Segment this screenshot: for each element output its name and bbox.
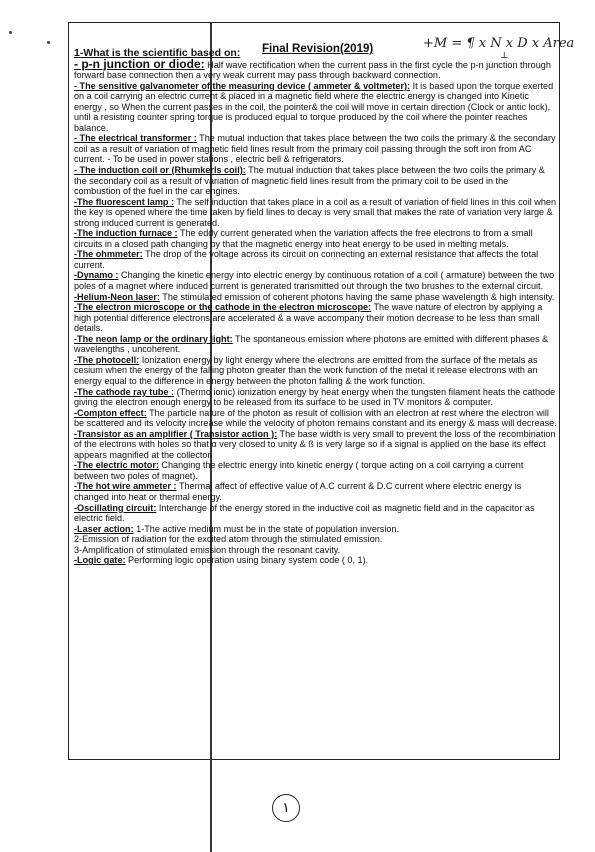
definition-text: Half wave rectification when the current pass in the first cycle the p-n junction through forward base connection then a very weak current may pass through backward connection. [74,59,551,81]
definition-term: - The induction coil or (Rhumkerls coil): [74,165,246,176]
definition-text: 1-The active medium must be in the state of population inversion. [133,523,400,534]
definition-item [74,197,557,229]
definition-text: The mutual induction that takes place between the two coils the primary & the secondary coil as a result of variation of magnetic field lines result from the primary coil to be used in the combustion of the fuel in the car engines. [74,165,545,197]
definition-text: Ionization energy by light energy where the electrons are emitted from the surface of the metals as cesium when the energy of the falling photon greater than the work function of the metal it release electrons with an energy equal to the difference in energy between the photon falling & the work function. [74,354,538,386]
definition-item [74,460,557,481]
definition-term: -Dynamo : [74,270,119,281]
definition-term: -Oscillating circuit: [74,502,157,513]
definition-item [74,133,557,165]
definition-item [74,408,557,429]
definition-term: -Laser action: [74,523,134,534]
definition-term: -The neon lamp or the ordinary light: [74,333,233,344]
definition-item [74,56,557,81]
page-number: ١ [272,794,300,822]
definition-text: It is based upon the torque exerted on a coil carrying an electric current & placed in a magnetic field where the electric energy is changed into Kinetic energy , so When the current passes in the coil, the pointer& the coil will move in certain direction (Clock or antic lock), until a resisting counter spring torque is produced equal to torque produced by the coil where the pointer reaches balance. [74,80,554,133]
definition-text: The particle nature of the photon as result of collision with an electron at rest where the electron will be scattered and its velocity increase while the velocity of photon remains constant and its energy & mass will decrease. [74,407,557,429]
definition-text: The self induction that takes place in a coil as a result of variation of field lines in this coil when the key is opened where the time taken by field lines to decay is very small that makes the rate of variation very large & strong induced current is generated. [74,196,557,228]
handwritten-formula: +M = ¶ x N x D x Area [423,36,575,51]
definition-list [74,56,557,535]
definition-term: -The photocell: [74,354,140,365]
definition-item [74,429,557,461]
definition-term: -The induction furnace : [74,228,178,239]
definition-term: - The sensitive galvanometer of the measuring device ( ammeter & voltmeter): [74,80,411,91]
definition-term: -The fluorescent lamp : [74,196,175,207]
definition-item [74,292,557,303]
definition-text: The wave nature of electron by applying a high potential difference electrons are accelerated & a wave accompany their motion decrease to be less than small details. [74,302,543,334]
laser-step: 2-Emission of radiation for the excited atom through the stimulated emission. [74,534,383,545]
definition-item [74,165,557,197]
revision-content [74,40,557,566]
definition-text: Changing the kinetic energy into electric energy by continuous rotation of a coil ( armature) between the two poles of a magnet where induced current is generated transmitted out through the two brushes to the external circuit. [74,270,555,292]
definition-text: Performing logic operation using binary system code ( 0, 1). [125,555,369,566]
definition-item [74,81,557,134]
scan-speck [9,31,12,34]
definition-text: The spontaneous emission where photons are emitted with different phases & wavelengths , uncoherent. [74,333,549,355]
definition-term: -Logic gate: [74,555,126,566]
definition-text: The stimulated emission of coherent photons having the same phase wavelength & high intensity. [159,291,555,302]
definition-item [74,270,557,291]
page-title: Final Revision(2019) [262,43,374,55]
definition-term: -The ohmmeter: [74,249,143,260]
definition-term: - The electrical transformer : [74,133,197,144]
definition-item [74,355,557,387]
laser-step: 3-Amplification of stimulated emission through the resonant cavity. [74,544,341,555]
definition-item [74,228,557,249]
definition-text: (Thermo ionic) ionization energy by heat energy when the tungsten filament heats the cathode giving the electron enough energy to be released from its surface to be used in TV monitors & computer. [74,386,556,408]
definition-item [74,503,557,524]
laser-steps [74,534,557,555]
definition-text: Changing the electric energy into kinetic energy ( torque acting on a coil carrying a current between two poles of magnet). [74,460,524,481]
definition-item [74,334,557,355]
definition-term: -The hot wire ammeter : [74,481,177,492]
section-heading: 1-What is the scientific based on: [74,47,241,59]
definition-text: The mutual induction that takes place between the two coils the primary & the secondary coil as a result of variation of magnetic field lines result from the primary coil passing through the soft iron from AC current. - To be used in power stations , electric bell & refrigerators. [74,133,556,165]
definition-text: The drop of the voltage across its circuit on connecting an external resistance that affects the total current. [74,249,539,270]
definition-item [74,387,557,408]
definition-text: The base width is very small to prevent the loss of the recombination of the electrons with holes so that α very closed to unity & ß is very large so if a signal is applied on the base its effect appears magnified at the collector. [74,428,556,460]
scan-speck [47,41,50,44]
definition-item [74,481,557,502]
definition-text: Thermal affect of effective value of A.C current & D.C current where electric energy is changed into heat or thermal energy. [74,481,522,502]
definition-term: -The cathode ray tube : [74,386,175,397]
definition-term: -Transistor as an amplifier ( Transistor action ): [74,428,278,439]
definition-term: -Helium-Neon laser: [74,291,160,302]
definition-text: Interchange of the energy stored in the inductive coil as magnetic field and in the capacitor as electric field. [74,502,535,524]
definition-text: The eddy current generated when the variation affects the free electrons to from a small circuits in a closed path changing by that the magnetic energy into heat energy to be used in melting metals. [74,228,533,249]
handwritten-mark: ⊥ [500,51,509,61]
definition-item [74,249,557,270]
definition-item [74,302,557,334]
definition-item [74,555,557,566]
definition-term: -The electron microscope or the cathode in the electron microscope: [74,302,372,313]
definition-term: - p-n junction or diode: [74,56,205,71]
definition-term: -Compton effect: [74,407,147,418]
definition-item [74,524,557,535]
definition-term: -The electric motor: [74,460,159,471]
